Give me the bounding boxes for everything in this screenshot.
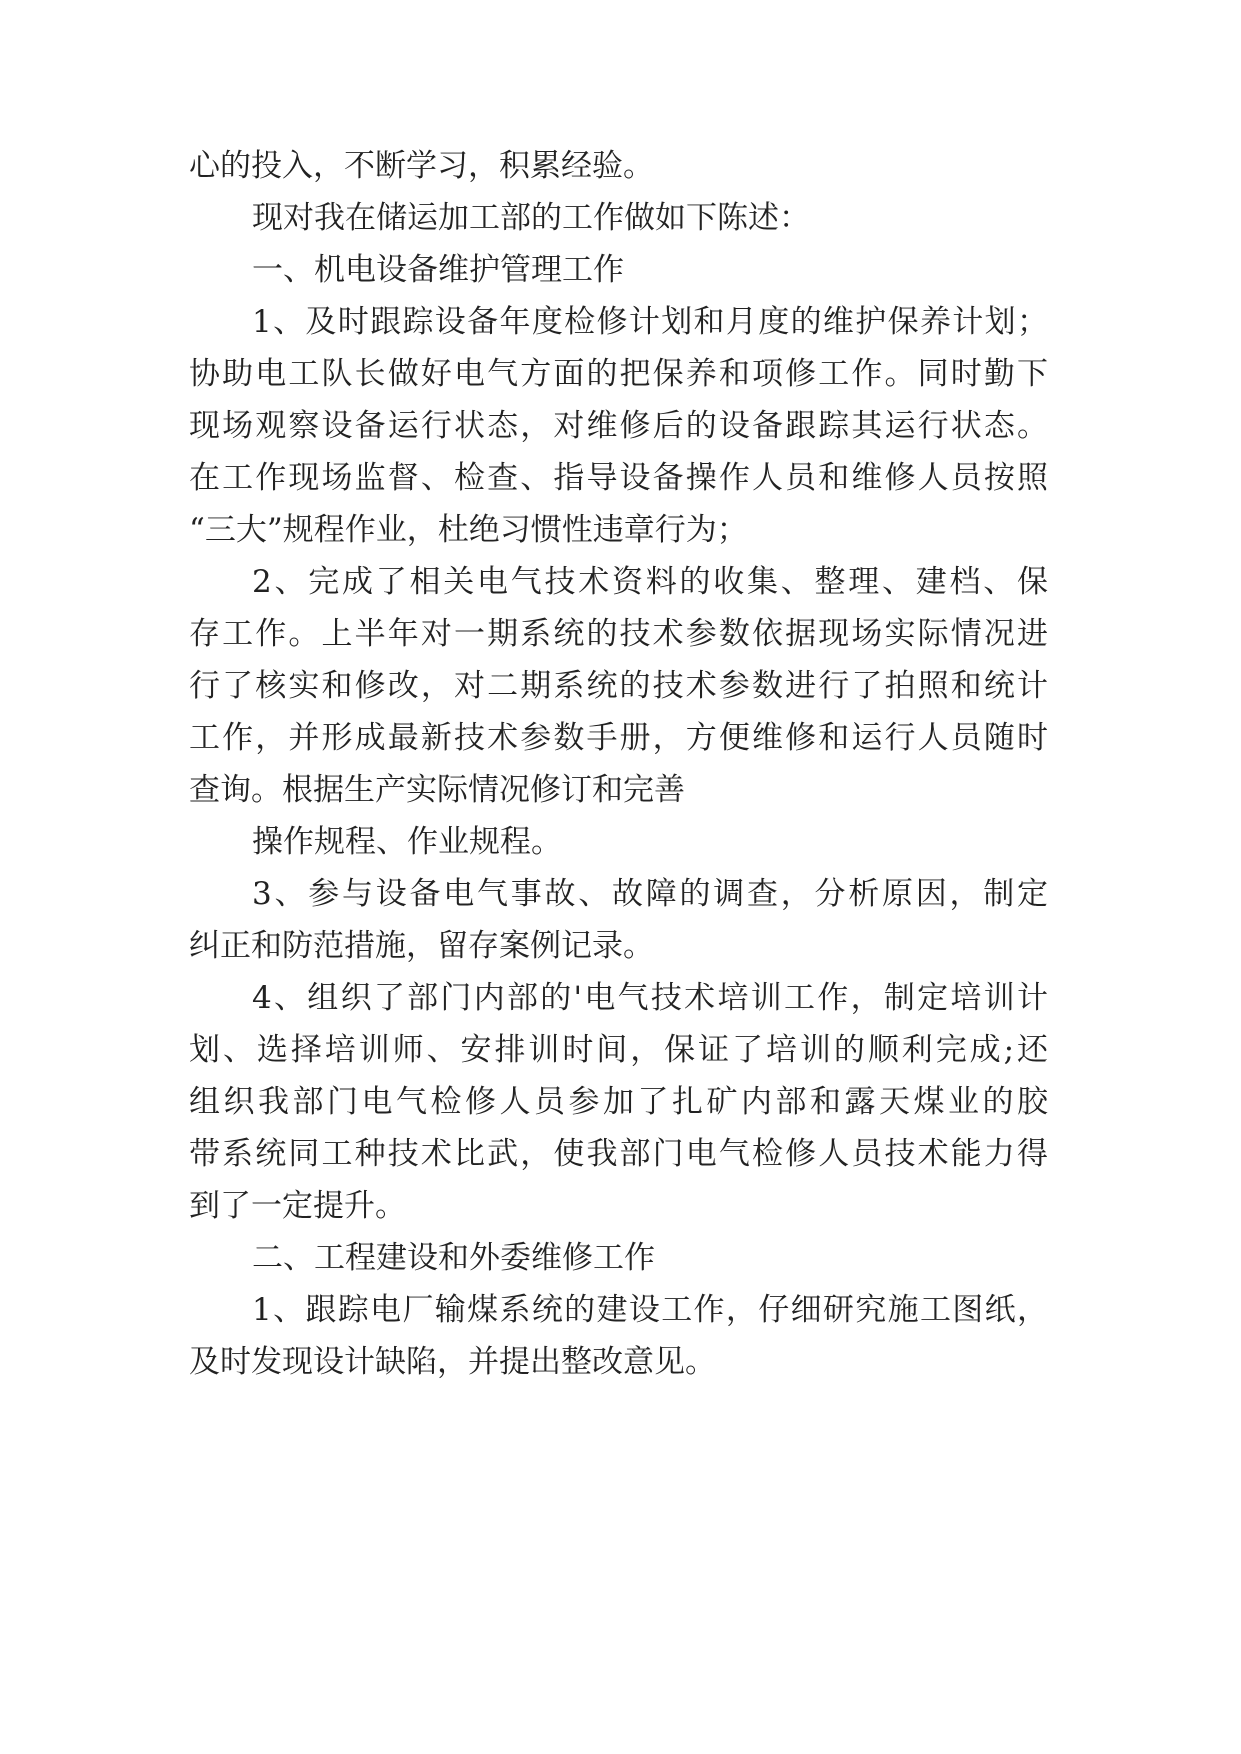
text-line: 4、组织了部门内部的'电气技术培训工作，制定培训计: [252, 980, 1048, 1016]
section-heading: 一、机电设备维护管理工作: [252, 252, 624, 288]
text-line: 组织我部门电气检修人员参加了扎矿内部和露天煤业的胶: [189, 1084, 1048, 1120]
text-line: 心的投入，不断学习，积累经验。: [189, 148, 654, 184]
text-line: 1、及时跟踪设备年度检修计划和月度的维护保养计划；: [252, 304, 1048, 340]
text-line: 3、参与设备电气事故、故障的调查，分析原因，制定: [252, 876, 1048, 912]
text-line: 现场观察设备运行状态，对维修后的设备跟踪其运行状态。: [189, 408, 1048, 444]
text-line: 带系统同工种技术比武，使我部门电气检修人员技术能力得: [189, 1136, 1048, 1172]
text-line: 行了核实和修改，对二期系统的技术参数进行了拍照和统计: [189, 668, 1048, 704]
text-line: 在工作现场监督、检查、指导设备操作人员和维修人员按照: [189, 460, 1048, 496]
text-line: 存工作。上半年对一期系统的技术参数依据现场实际情况进: [189, 616, 1048, 652]
text-line: 操作规程、作业规程。: [252, 824, 562, 860]
text-line: 划、选择培训师、安排训时间，保证了培训的顺利完成;还: [189, 1032, 1048, 1068]
text-line: 及时发现设计缺陷，并提出整改意见。: [189, 1344, 716, 1380]
text-line: 查询。根据生产实际情况修订和完善: [189, 772, 685, 808]
text-line: 协助电工队长做好电气方面的把保养和项修工作。同时勤下: [189, 356, 1048, 392]
text-line: 工作，并形成最新技术参数手册，方便维修和运行人员随时: [189, 720, 1048, 756]
text-line: 2、完成了相关电气技术资料的收集、整理、建档、保: [252, 564, 1048, 600]
text-line: “三大”规程作业，杜绝习惯性违章行为；: [189, 512, 748, 548]
section-heading: 二、工程建设和外委维修工作: [252, 1240, 655, 1276]
text-line: 到了一定提升。: [189, 1188, 406, 1224]
text-line: 纠正和防范措施，留存案例记录。: [189, 928, 654, 964]
text-line: 现对我在储运加工部的工作做如下陈述：: [252, 200, 810, 236]
text-line: 1、跟踪电厂输煤系统的建设工作，仔细研究施工图纸，: [252, 1292, 1048, 1328]
